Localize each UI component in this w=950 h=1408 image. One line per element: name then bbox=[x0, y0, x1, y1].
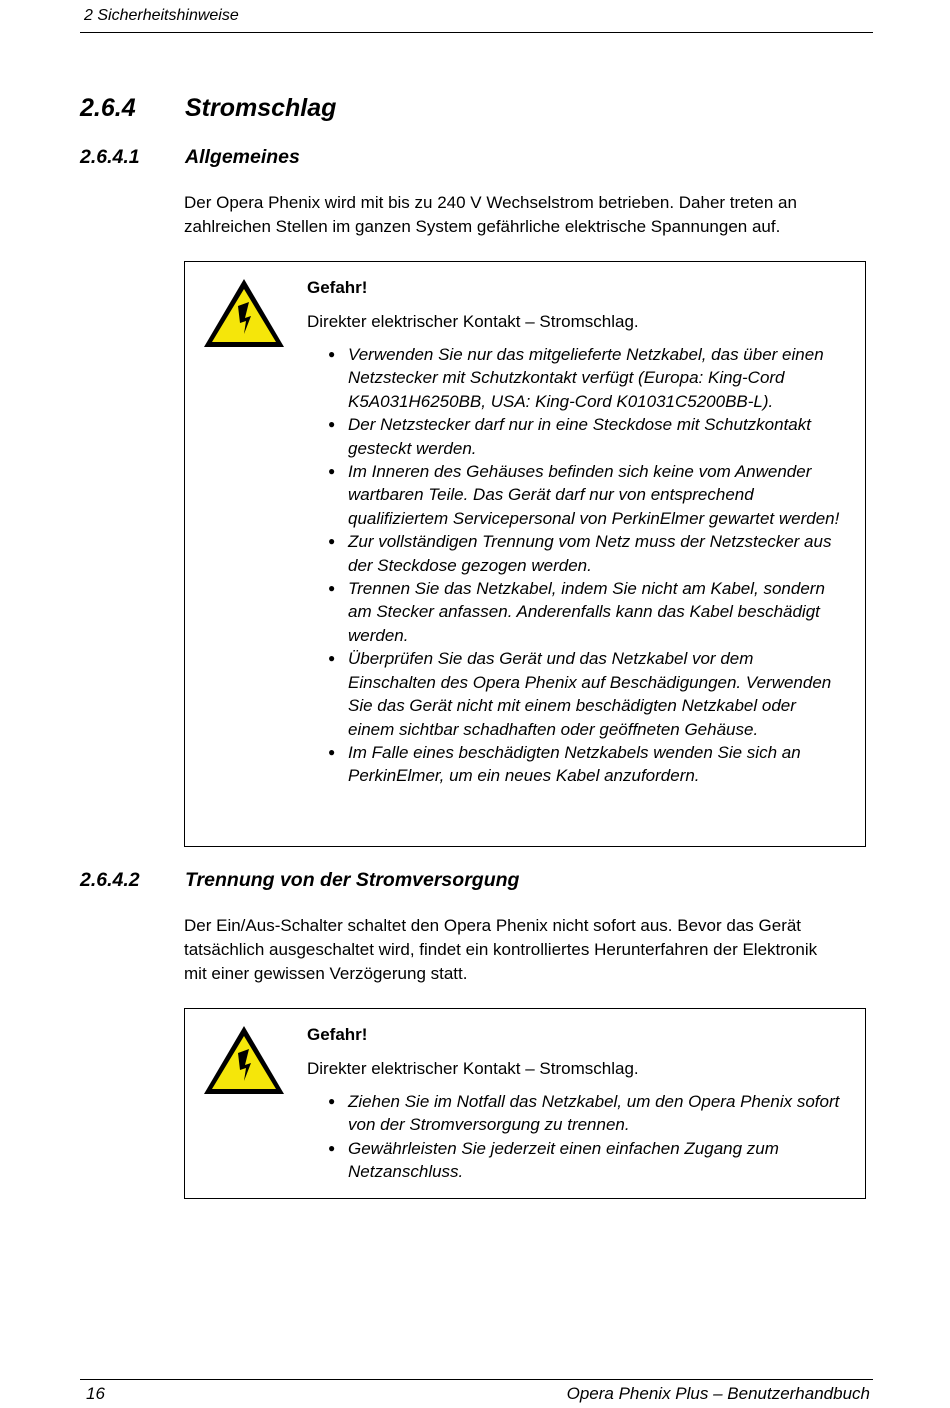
paragraph-line: mit einer gewissen Verzögerung statt. bbox=[184, 964, 468, 983]
subsection-2-number: 2.6.4.2 bbox=[80, 869, 140, 891]
paragraph-line: Der Ein/Aus-Schalter schaltet den Opera Phenix nicht sofort aus. Bevor das Gerät bbox=[184, 916, 802, 935]
subsection-1-title: Allgemeines bbox=[185, 146, 300, 168]
list-item: ● Im Inneren des Gehäuses befinden sich keine vom Anwender wartbaren Teile. Das Gerät darf nur von entsprechend qualifiziertem Servicepersonal von PerkinElmer gewartet werden! bbox=[328, 462, 840, 528]
warning-title: Gefahr! bbox=[307, 1025, 368, 1044]
high-voltage-warning-icon bbox=[201, 1023, 287, 1097]
running-header: 2 Sicherheitshinweise bbox=[84, 7, 239, 24]
footer-rule bbox=[80, 1379, 873, 1380]
paragraph-line: tatsächlich ausgeschaltet wird, findet ein kontrolliertes Herunterfahren der Elektronik bbox=[184, 940, 818, 959]
subsection-1-number: 2.6.4.1 bbox=[80, 146, 140, 168]
list-item: ● Ziehen Sie im Notfall das Netzkabel, um den Opera Phenix sofort von der Stromversorgung zu trennen. bbox=[328, 1092, 840, 1135]
subsection-1-paragraph bbox=[184, 191, 864, 239]
danger-warning-box bbox=[184, 261, 866, 847]
warning-title: Gefahr! bbox=[307, 278, 368, 297]
section-title: Stromschlag bbox=[185, 94, 337, 122]
warning-list bbox=[325, 1090, 845, 1184]
list-item: ● Der Netzstecker darf nur in eine Steckdose mit Schutzkontakt gesteckt werden. bbox=[328, 415, 811, 458]
list-item: ● Zur vollständigen Trennung vom Netz muss der Netzstecker aus der Steckdose gezogen werden. bbox=[328, 532, 832, 575]
list-item: ● Gewährleisten Sie jederzeit einen einfachen Zugang zum Netzanschluss. bbox=[328, 1138, 779, 1182]
list-item: ● Überprüfen Sie das Gerät und das Netzkabel vor dem Einschalten des Opera Phenix auf Beschädigungen. Verwenden Sie das Gerät nicht mit einem beschädigten Netzkabel oder einem sichtbar schadhaften oder geöffneten Gehäuse. bbox=[328, 649, 832, 739]
header-rule bbox=[80, 32, 873, 33]
paragraph-line: Der Opera Phenix wird mit bis zu 240 V Wechselstrom betrieben. Daher treten an bbox=[184, 193, 797, 212]
list-item: ● Trennen Sie das Netzkabel, indem Sie nicht am Kabel, sondern am Stecker anfassen. Anderenfalls kann das Kabel beschädigt werden. bbox=[328, 579, 825, 645]
high-voltage-warning-icon bbox=[201, 276, 287, 350]
danger-warning-box bbox=[184, 1008, 866, 1199]
page-number: 16 bbox=[86, 1384, 105, 1403]
list-item: ● Verwenden Sie nur das mitgelieferte Netzkabel, das über einen Netzstecker mit Schutzkontakt verfügt (Europa: King-Cord K5A031H6250BB, USA: King-Cord K01031C5200BB-L). bbox=[328, 345, 824, 411]
section-number: 2.6.4 bbox=[80, 94, 136, 122]
paragraph-line: zahlreichen Stellen im ganzen System gefährliche elektrische Spannungen auf. bbox=[184, 217, 781, 236]
footer-document-title: Opera Phenix Plus – Benutzerhandbuch bbox=[566, 1384, 870, 1403]
subsection-2-title: Trennung von der Stromversorgung bbox=[185, 869, 520, 891]
list-item: ● Im Falle eines beschädigten Netzkabels wenden Sie sich an PerkinElmer, um ein neues Kabel anzufordern. bbox=[328, 742, 801, 786]
warning-list bbox=[325, 343, 845, 788]
subsection-2-paragraph bbox=[184, 914, 864, 986]
warning-subtitle: Direkter elektrischer Kontakt – Stromschlag. bbox=[307, 312, 639, 331]
warning-subtitle: Direkter elektrischer Kontakt – Stromschlag. bbox=[307, 1059, 639, 1078]
